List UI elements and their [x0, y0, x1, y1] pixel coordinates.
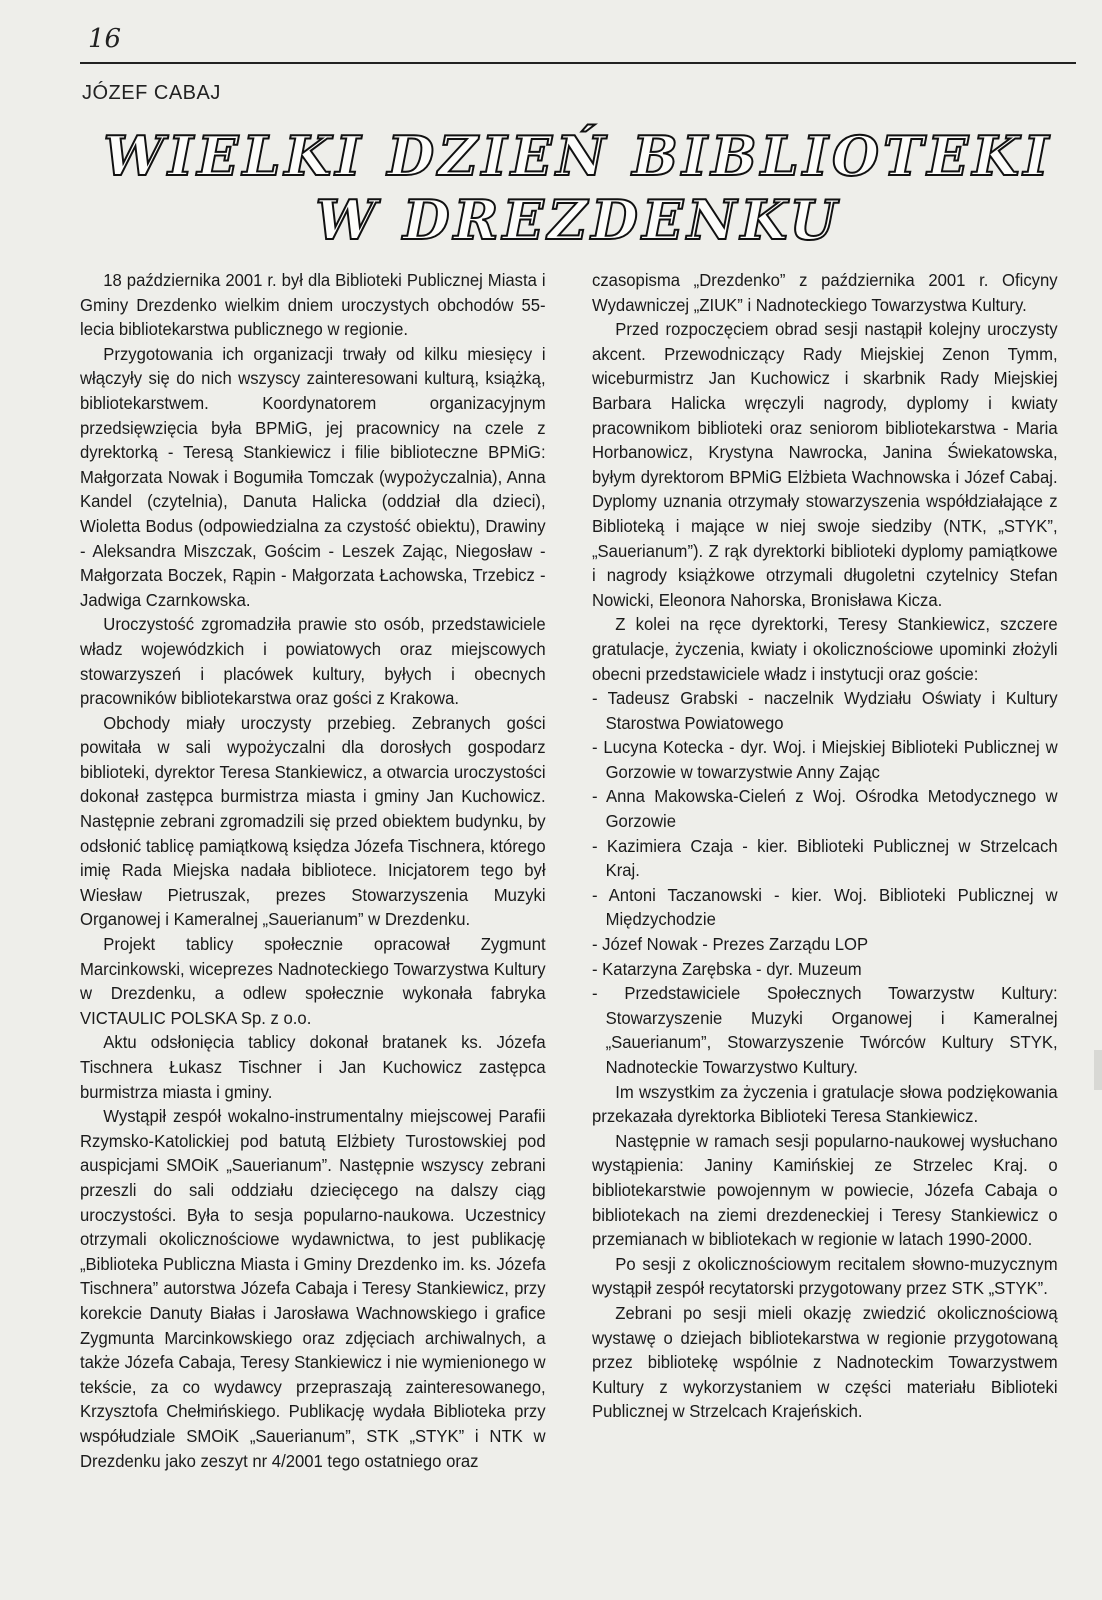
page-number: 16: [88, 24, 122, 54]
paragraph: Przygotowania ich organizacji trwały od kilku miesięcy i włączyły się do nich wszyscy zainteresowani kulturą, książką, bibliotekarstwem. Koordynatorem organizacyjnym przedsięwzięcia była BPMiG, jej pracownicy na czele z dyrektorką - Teresą Stankiewicz i filie biblioteczne BPMiG: Małgorzata Nowak i Bogumiła Tomczak (wypożyczalnia), Anna Kandel (czytelnia), Danuta Halicka (oddział dla dzieci), Wioletta Bodus (odpowiedzialna za czystość obiektu), Drawiny - Aleksandra Miszczak, Gościm - Leszek Zając, Niegosław - Małgorzata Boczek, Rąpin - Małgorzata Łachowska, Trzebicz - Jadwiga Czarnkowska.: [80, 343, 546, 610]
page-edge-shadow: [1094, 1050, 1102, 1090]
right-column: [592, 268, 1058, 1424]
author-name: JÓZEF CABAJ: [82, 82, 221, 104]
paragraph: Z kolei na ręce dyrektorki, Teresy Stankiewicz, szczere gratulacje, życzenia, kwiaty i okolicznościowe upominki złożyli obecni przedstawiciele władz i instytucji oraz goście:: [592, 614, 1058, 684]
paragraph: Aktu odsłonięcia tablicy dokonał bratanek ks. Józefa Tischnera Łukasz Tischner i Jan Kuchowicz zastępca burmistrza miasta i gminy.: [80, 1032, 546, 1102]
paragraph: Obchody miały uroczysty przebieg. Zebranych gości powitała w sali wypożyczalni dla dorosłych gospodarz biblioteki, dyrektor Teresa Stankiewicz, a otwarcia uroczystości dokonał zastępca burmistrza miasta i gminy Jan Kuchowicz. Następnie zebrani zgromadzili się przed obiektem budynku, by odsłonić tablicę pamiątkową księdza Józefa Tischnera, którego imię Rada Miejska nadała bibliotece. Inicjatorem tego był Wiesław Pietruszak, prezes Stowarzyszenia Muzyki Organowej i Kameralnej „Sauerianum” w Drezdenku.: [80, 712, 546, 930]
paragraph: Im wszystkim za życzenia i gratulacje słowa podziękowania przekazała dyrektorka Biblioteki Teresa Stankiewicz.: [592, 1081, 1058, 1127]
list-item: - Anna Makowska-Cieleń z Woj. Ośrodka Metodycznego w Gorzowie: [592, 784, 1058, 833]
paragraph: Zebrani po sesji mieli okazję zwiedzić okolicznościową wystawę o dziejach bibliotekarstwa w regionie przygotowaną przez bibliotekę wspólnie z Nadnoteckim Towarzystwem Kultury z wykorzystaniem w części materiału Biblioteki Publicznej w Strzelcach Krajeńskich.: [592, 1302, 1058, 1422]
list-item: - Józef Nowak - Prezes Zarządu LOP: [592, 932, 1058, 957]
paragraph: Uroczystość zgromadziła prawie sto osób, przedstawiciele władz wojewódzkich i powiatowych oraz miejscowych stowarzyszeń i placówek kultury, byłych i obecnych pracowników bibliotekarstwa oraz gości z Krakowa.: [80, 614, 546, 709]
paragraph: Wystąpił zespół wokalno-instrumentalny miejscowej Parafii Rzymsko-Katolickiej pod batutą Elżbiety Turostowskiej pod auspicjami SMOiK „Sauerianum”. Następnie wszyscy zebrani przeszli do sali oddziału dziecięcego na dalszy ciąg uroczystości. Była to sesja popularno-naukowa. Uczestnicy otrzymali okolicznościowe wydawnictwa, to jest publikację „Biblioteka Publiczna Miasta i Gminy Drezdenko im. ks. Józefa Tischnera” autorstwa Józefa Cabaja i Teresy Stankiewicz, przy korekcie Danuty Białas i Jarosława Wachnowskiego i grafice Zygmunta Marcinkowskiego oraz zdjęciach archiwalnych, a także Józefa Cabaja, Teresy Stankiewicz i nie wymienionego w tekście, za co wydawcy przepraszają zainteresowanego, Krzysztofa Chełmińskiego. Publikację wydała Biblioteka przy współudziale SMOiK „Sauerianum”, STK „STYK” i NTK w Drezdenku jako zeszyt nr 4/2001 tego ostatniego oraz: [80, 1106, 546, 1471]
guest-list: [592, 686, 1058, 1080]
title-line-2: W DREZDENKU: [315, 188, 841, 252]
article-title: [80, 124, 1076, 252]
paragraph: Po sesji z okolicznościowym recitalem słowno-muzycznym wystąpił zespół recytatorski przygotowany przez STK „STYK”.: [592, 1253, 1058, 1299]
list-item: - Katarzyna Zarębska - dyr. Muzeum: [592, 957, 1058, 982]
list-item: - Antoni Taczanowski - kier. Woj. Biblioteki Publicznej w Międzychodzie: [592, 883, 1058, 932]
title-line-1: WIELKI DZIEŃ BIBLIOTEKI: [103, 124, 1053, 188]
paragraph: Projekt tablicy społecznie opracował Zygmunt Marcinkowski, wiceprezes Nadnoteckiego Towarzystwa Kultury w Drezdenku, a odlew społecznie wykonała fabryka VICTAULIC POLSKA Sp. z o.o.: [80, 934, 546, 1028]
paragraph: Przed rozpoczęciem obrad sesji nastąpił kolejny uroczysty akcent. Przewodniczący Rady Miejskiej Zenon Tymm, wiceburmistrz Jan Kuchowicz i skarbnik Rady Miejskiej Barbara Halicka wręczyli nagrody, dyplomy i kwiaty pracownikom biblioteki oraz seniorom bibliotekarstwa - Maria Horbanowicz, Krystyna Nawrocka, Janina Świekatowska, byłym dyrektorom BPMiG Elżbieta Wachnowska i Józef Cabaj. Dyplomy uznania otrzymały stowarzyszenia współdziałające z Biblioteką i mające w niej swoje siedziby (NTK, „STYK”, „Sauerianum”). Z rąk dyrektorki biblioteki dyplomy pamiątkowe i nagrody książkowe otrzymali długoletni czytelnicy Stefan Nowicki, Eleonora Nahorska, Bronisława Kicza.: [592, 319, 1058, 610]
paragraph: Następnie w ramach sesji popularno-naukowej wysłuchano wystąpienia: Janiny Kamińskiej ze Strzelec Kraj. o bibliotekarstwie powojennym w powiecie, Józefa Cabaja o bibliotekach na ziemi drezdeneckiej i Teresy Stankiewicz o przemianach w bibliotekach w regionie w latach 1990-2000.: [592, 1130, 1058, 1250]
left-column: [80, 268, 546, 1473]
header-rule: [80, 62, 1076, 64]
list-item: - Tadeusz Grabski - naczelnik Wydziału Oświaty i Kultury Starostwa Powiatowego: [592, 686, 1058, 735]
list-item: - Lucyna Kotecka - dyr. Woj. i Miejskiej Biblioteki Publicznej w Gorzowie w towarzystwie Anny Zając: [592, 735, 1058, 784]
paragraph: 18 października 2001 r. był dla Biblioteki Publicznej Miasta i Gminy Drezdenko wielkim dniem uroczystych obchodów 55-lecia bibliotekarstwa publicznego w regionie.: [80, 270, 546, 340]
list-item: - Kazimiera Czaja - kier. Biblioteki Publicznej w Strzelcach Kraj.: [592, 834, 1058, 883]
paragraph-continuation: czasopisma „Drezdenko” z października 2001 r. Oficyny Wydawniczej „ZIUK” i Nadnoteckiego Towarzystwa Kultury.: [592, 270, 1058, 315]
list-item: - Przedstawiciele Społecznych Towarzystw Kultury: Stowarzyszenie Muzyki Organowej i Kameralnej „Sauerianum”, Stowarzyszenie Twórców Kultury STYK, Nadnoteckie Towarzystwo Kultury.: [592, 981, 1058, 1079]
